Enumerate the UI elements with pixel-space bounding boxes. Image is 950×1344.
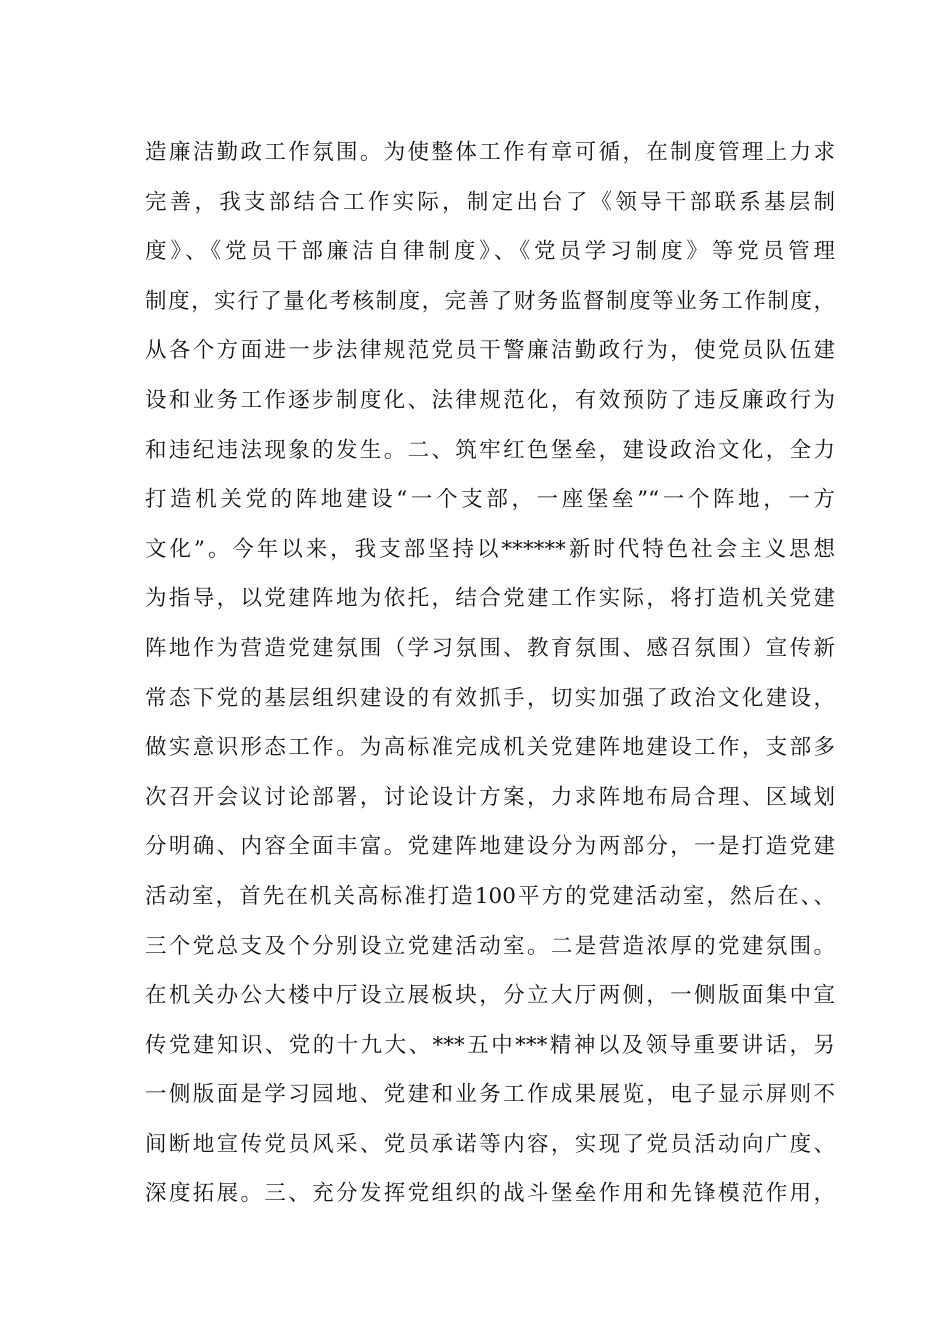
text-line: 为指导，以党建阵地为依托，结合党建工作实际，将打造机关党建 — [145, 586, 835, 612]
text-line: 做实意识形态工作。为高标准完成机关党建阵地建设工作，支部多 — [145, 735, 835, 761]
text-line: 活动室，首先在机关高标准打造100平方的党建活动室，然后在、、 — [145, 883, 835, 909]
text-line: 常态下党的基层组织建设的有效抓手，切实加强了政治文化建设， — [145, 685, 835, 711]
text-line: 深度拓展。三、充分发挥党组织的战斗堡垒作用和先锋模范作用， — [145, 1181, 835, 1207]
text-line: 制度，实行了量化考核制度，完善了财务监督制度等业务工作制度， — [145, 288, 835, 314]
text-line: 设和业务工作逐步制度化、法律规范化，有效预防了违反廉政行为 — [145, 387, 835, 413]
text-line: 文化”。今年以来，我支部坚持以******新时代特色社会主义思想 — [145, 536, 835, 562]
text-line: 阵地作为营造党建氛围（学习氛围、教育氛围、感召氛围）宣传新 — [145, 635, 835, 661]
body-text — [145, 128, 835, 1219]
text-line: 分明确、内容全面丰富。党建阵地建设分为两部分，一是打造党建 — [145, 834, 835, 860]
text-line: 三个党总支及个分别设立党建活动室。二是营造浓厚的党建氛围。 — [145, 933, 835, 959]
text-line: 度》、《党员干部廉洁自律制度》、《党员学习制度》等党员管理 — [145, 239, 835, 265]
text-line: 一侧版面是学习园地、党建和业务工作成果展览，电子显示屏则不 — [145, 1082, 835, 1108]
text-line: 造廉洁勤政工作氛围。为使整体工作有章可循，在制度管理上力求 — [145, 140, 835, 165]
text-line: 在机关办公大楼中厅设立展板块，分立大厅两侧，一侧版面集中宣 — [145, 983, 835, 1009]
text-line: 从各个方面进一步法律规范党员干警廉洁勤政行为，使党员队伍建 — [145, 338, 835, 364]
text-line: 和违纪违法现象的发生。二、筑牢红色堡垒，建设政治文化，全力 — [145, 437, 835, 463]
text-line: 间断地宣传党员风采、党员承诺等内容，实现了党员活动向广度、 — [145, 1131, 835, 1157]
text-line: 完善，我支部结合工作实际，制定出台了《领导干部联系基层制 — [145, 189, 835, 215]
text-line: 打造机关党的阵地建设“一个支部，一座堡垒”“一个阵地，一方 — [145, 487, 835, 513]
text-line: 传党建知识、党的十九大、***五中***精神以及领导重要讲话，另 — [145, 1032, 835, 1058]
text-line: 次召开会议讨论部署，讨论设计方案，力求阵地布局合理、区域划 — [145, 784, 835, 810]
